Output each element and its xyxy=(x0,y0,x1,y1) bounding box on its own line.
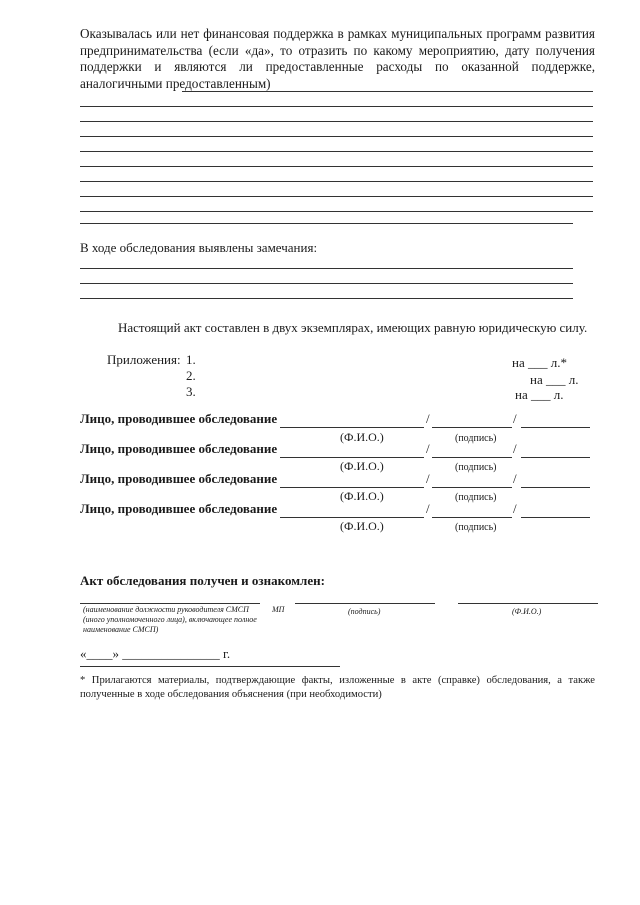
signature-caption: (подпись) xyxy=(455,462,497,473)
signature-line[interactable] xyxy=(432,487,512,488)
answer-line[interactable] xyxy=(80,196,593,197)
signature-line[interactable] xyxy=(432,427,512,428)
inspector-label: Лицо, проводившее обследование xyxy=(80,501,278,516)
date-line[interactable]: «____» _______________ г. xyxy=(80,646,231,661)
answer-line[interactable] xyxy=(80,106,593,107)
received-fio-caption: (Ф.И.О.) xyxy=(512,607,542,616)
answer-line[interactable] xyxy=(80,151,593,152)
received-fio-line[interactable] xyxy=(458,603,598,604)
remarks-line[interactable] xyxy=(80,283,573,284)
intro-paragraph: Оказывалась или нет финансовая поддержка в рамках муниципальных программ развития предпринимательства (если «да», то отразить по какому мероприятию, дату получения поддержки и являются ли предоставленные расходы по оказанной поддержке, аналогичными предоставленным) xyxy=(80,26,595,91)
answer-line[interactable] xyxy=(80,121,593,122)
slash: / xyxy=(426,501,430,516)
extra-line[interactable] xyxy=(521,487,590,488)
fio-line[interactable] xyxy=(280,517,424,518)
answer-line[interactable] xyxy=(182,91,593,92)
answer-line[interactable] xyxy=(80,166,593,167)
footnote: * Прилагаются материалы, подтверждающие факты, изложенные в акте (справке) обследования, а также полученные в ходе обследования объяснения (при необходимости) xyxy=(80,675,595,700)
appendix-number: 3. xyxy=(186,384,196,399)
extra-line[interactable] xyxy=(521,457,590,458)
slash: / xyxy=(513,441,517,456)
slash: / xyxy=(426,441,430,456)
extra-line[interactable] xyxy=(521,517,590,518)
answer-line[interactable] xyxy=(80,181,593,182)
stamp-label: МП xyxy=(272,605,285,614)
fio-line[interactable] xyxy=(280,427,424,428)
fio-line[interactable] xyxy=(280,487,424,488)
appendix-number: 1. xyxy=(186,352,196,367)
appendix-pages: на ___ л. xyxy=(515,387,564,402)
inspector-label: Лицо, проводившее обследование xyxy=(80,471,278,486)
received-signature-line[interactable] xyxy=(295,603,435,604)
position-caption: (наименование должности руководителя СМСП (иного уполномоченного лица), включающее полное наименование СМСП) xyxy=(83,605,257,634)
slash: / xyxy=(513,411,517,426)
extra-line[interactable] xyxy=(521,427,590,428)
answer-line[interactable] xyxy=(80,223,573,224)
signature-caption: (подпись) xyxy=(455,492,497,503)
fio-caption: (Ф.И.О.) xyxy=(340,459,384,473)
inspector-label: Лицо, проводившее обследование xyxy=(80,441,278,456)
slash: / xyxy=(513,471,517,486)
remarks-heading: В ходе обследования выявлены замечания: xyxy=(80,240,318,255)
appendix-pages: на ___ л. xyxy=(530,372,579,387)
remarks-line[interactable] xyxy=(80,268,573,269)
signature-line[interactable] xyxy=(432,517,512,518)
slash: / xyxy=(426,411,430,426)
fio-caption: (Ф.И.О.) xyxy=(340,519,384,533)
signature-caption: (подпись) xyxy=(455,522,497,533)
fio-line[interactable] xyxy=(280,457,424,458)
appendices-label: Приложения: xyxy=(107,352,181,367)
inspector-label: Лицо, проводившее обследование xyxy=(80,411,278,426)
received-heading: Акт обследования получен и ознакомлен: xyxy=(80,573,325,588)
signature-line[interactable] xyxy=(432,457,512,458)
remarks-line[interactable] xyxy=(80,298,573,299)
copies-statement: Настоящий акт составлен в двух экземплярах, имеющих равную юридическую силу. xyxy=(118,320,588,335)
answer-line[interactable] xyxy=(80,136,593,137)
fio-caption: (Ф.И.О.) xyxy=(340,489,384,503)
received-signature-caption: (подпись) xyxy=(348,607,381,616)
slash: / xyxy=(426,471,430,486)
footnote-separator xyxy=(80,666,340,667)
appendix-pages: на ___ л.* xyxy=(512,355,567,370)
slash: / xyxy=(513,501,517,516)
appendix-number: 2. xyxy=(186,368,196,383)
answer-line[interactable] xyxy=(80,211,593,212)
signature-caption: (подпись) xyxy=(455,433,497,444)
position-line[interactable] xyxy=(80,603,260,604)
fio-caption: (Ф.И.О.) xyxy=(340,430,384,444)
